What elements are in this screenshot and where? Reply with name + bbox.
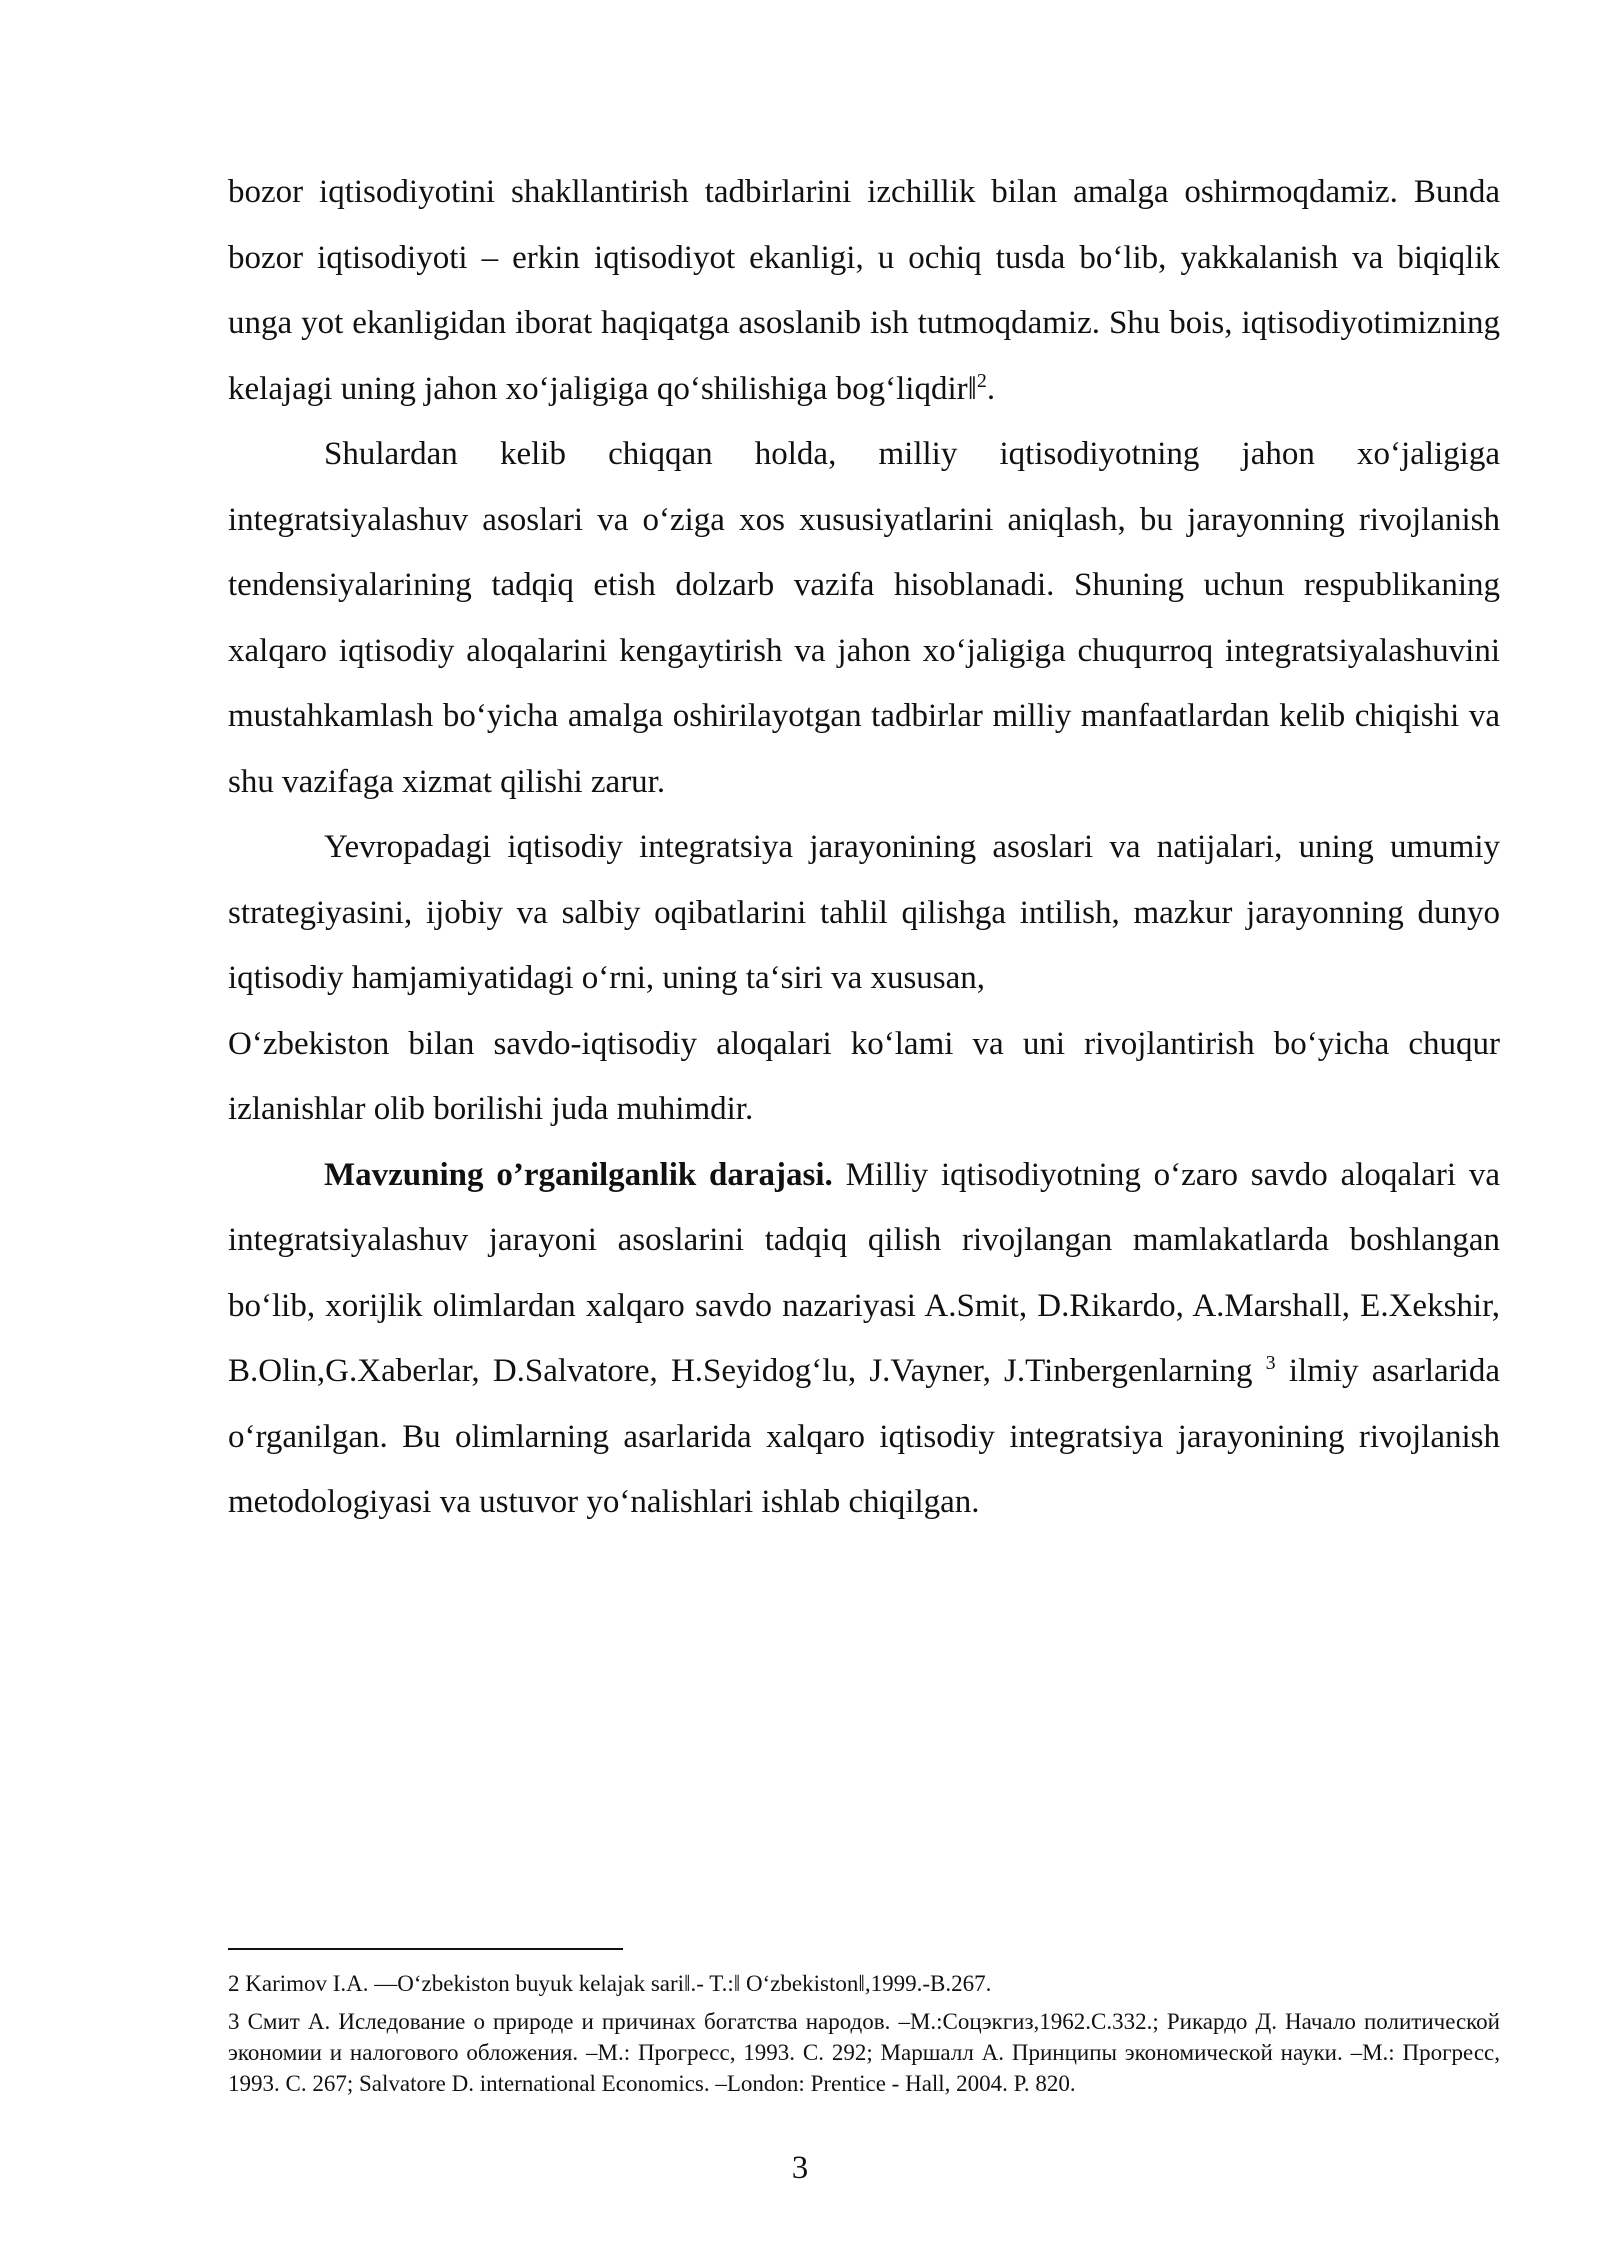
footnote-3: 3 Смит А. Иследование о природе и причинах богатства народов. –М.:Соцэкгиз,1962.С.332.; Рикардо Д. Начало политической экономии и налогового обложения. –М.: Прогресс, 1993. С. 292; Маршалл А. Принципы экономической науки. –М.: Прогресс, 1993. С. 267; Salvatore D. international Economics. –London: Prentice - Hall, 2004. P. 820. — [228, 2009, 1500, 2096]
page-body — [228, 160, 1500, 1536]
footnote-ref-3[interactable]: 3 — [1265, 1352, 1276, 1374]
paragraph-1 — [228, 160, 1500, 422]
paragraph-1-tail: . — [986, 370, 996, 407]
footnotes — [228, 1948, 1500, 2106]
section-heading-inline: Mavzuning o’rganilganlik darajasi. — [324, 1156, 833, 1193]
paragraph-3-line1: Yevropadagi iqtisodiy integratsiya jarayonining asoslari va natijalari, uning umumiy strategiyasini, ijobiy va salbiy oqibatlarini tahlil qilishga intilish, mazkur jarayonning dunyo iqtisodiy hamjamiyatidagi o‘rni, uning ta‘siri va xususan, — [228, 829, 1500, 996]
paragraph-1-text: bozor iqtisodiyotini shakllantirish tadbirlarini izchillik bilan amalga oshirmoqdamiz. Bunda bozor iqtisodiyoti – erkin iqtisodiyot ekanligi, u ochiq tusda bo‘lib, yakkalanish va biqiqlik unga yot ekanligidan iborat haqiqatga asoslanib ish tutmoqdamiz. Shu bois, iqtisodiyotimizning kelajagi uning jahon xo‘jaligiga qo‘shilishiga bog‘liqdir‖ — [228, 174, 1500, 407]
footnote-separator — [228, 1948, 623, 1950]
paragraph-4 — [228, 1143, 1500, 1536]
footnote-2: 2 Karimov I.A. ―O‘zbekiston buyuk kelajak sari‖.- T.:‖ O‘zbekiston‖,1999.-B.267. — [228, 1971, 992, 1996]
paragraph-3 — [228, 815, 1500, 1143]
paragraph-4-text: Milliy iqtisodiyotning o‘zaro savdo aloqalari va integratsiyalashuv jarayoni asoslarini tadqiq qilish rivojlangan mamlakatlarda boshlangan bo‘lib, xorijlik olimlardan xalqaro savdo nazariyasi A.Smit, D.Rikardo, A.Marshall, E.Xekshir, B.Olin,G.Xaberlar, D.Salvatore, H.Seyidog‘lu, J.Vayner, J.Tinbergenlarning — [228, 1156, 1501, 1389]
footnote-ref-2[interactable]: 2 — [976, 369, 987, 392]
paragraph-2: Shulardan kelib chiqqan holda, milliy iqtisodiyotning jahon xo‘jaligiga integratsiyalashuv asoslari va o‘ziga xos xususiyatlarini aniqlash, bu jarayonning rivojlanish tendensiyalarining tadqiq etish dolzarb vazifa hisoblanadi. Shuning uchun respublikaning xalqaro iqtisodiy aloqalarini kengaytirish va jahon xo‘jaligiga chuqurroq integratsiyalashuvini mustahkamlash bo‘yicha amalga oshirilayotgan tadbirlar milliy manfaatlardan kelib chiqishi va shu vazifaga xizmat qilishi zarur. — [228, 436, 1500, 800]
page-number: 3 — [791, 2150, 809, 2186]
paragraph-3-line2: O‘zbekiston bilan savdo-iqtisodiy aloqalari ko‘lami va uni rivojlantirish bo‘yicha chuqur izlanishlar olib borilishi juda muhimdir. — [228, 1025, 1500, 1127]
paragraph-4-tail: ilmiy asarlarida o‘rganilgan. Bu olimlarning asarlarida xalqaro iqtisodiy integratsiya jarayonining rivojlanish metodologiyasi va ustuvor yo‘nalishlari ishlab chiqilgan. — [228, 1353, 1500, 1520]
